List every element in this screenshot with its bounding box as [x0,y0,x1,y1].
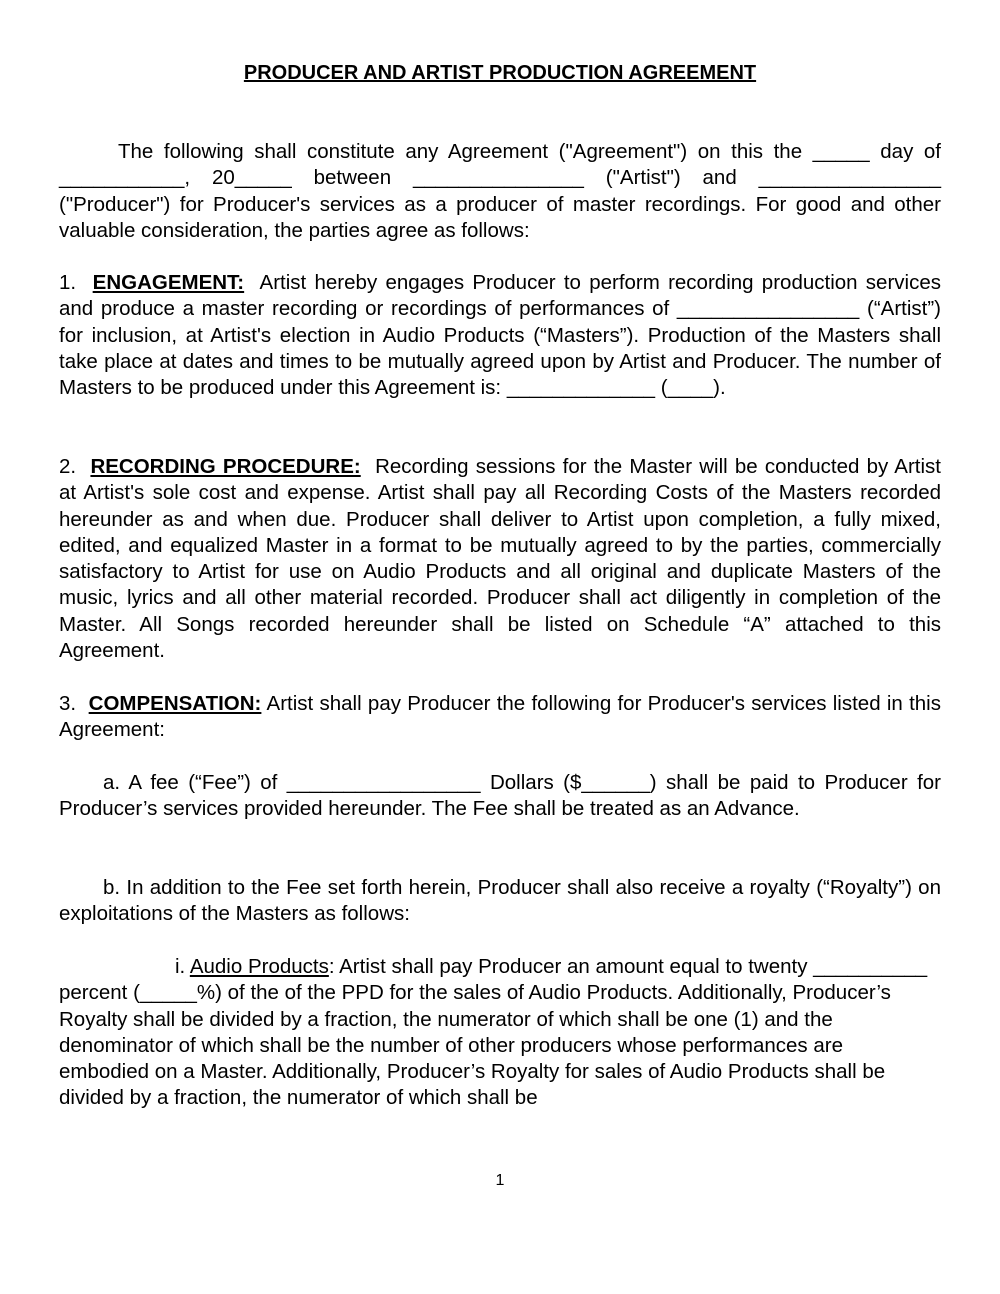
section-text-compensation: Artist shall pay Producer the following for Producer's services listed in this Agreement: [59,692,941,742]
section-heading-engagement: ENGAGEMENT: [92,271,245,294]
subsection-i-label: Audio Products [189,955,329,978]
section-engagement [59,270,941,401]
subsection-i-audio-products [59,954,929,1112]
subsection-b-royalty: b. In addition to the Fee set forth herein, Producer shall also receive a royalty (“Royalty”) on exploitations of the Masters as follows: [59,876,941,926]
section-number: 3. [59,692,77,715]
page-number: 1 [495,1172,505,1189]
section-heading-compensation: COMPENSATION: [88,692,262,715]
subsection-i-prefix: i. [175,955,186,978]
section-heading-recording-procedure: RECORDING PROCEDURE: [90,455,361,478]
section-recording-procedure [59,454,941,664]
section-number: 1. [59,271,77,294]
section-number: 2. [59,455,77,478]
document-title: PRODUCER AND ARTIST PRODUCTION AGREEMENT [243,62,757,84]
subsection-i-text: : Artist shall pay Producer an amount equal to twenty __________ percent (_____%) of the of the PPD for the sales of Audio Products. Additionally, Producer’s Royalty shall be divided by a fraction, the numerator of which shall be one (1) and the denominator of which shall be the number of other producers whose performances are embodied on a Master. Additionally, Producer’s Royalty for sales of Audio Products shall be divided by a fraction, the numerator of which shall be [59,955,928,1110]
intro-paragraph: The following shall constitute any Agreement ("Agreement") on this the _____ day of ___________, 20_____ between _______________ ("Artist") and ________________ ("Producer") for Producer's services as a producer of master recordings. For good and other valuable consideration, the parties agree as follows: [59,140,941,242]
subsection-a-fee: a. A fee (“Fee”) of _________________ Dollars ($______) shall be paid to Producer for Producer’s services provided hereunder. The Fee shall be treated as an Advance. [59,771,941,821]
section-compensation [59,691,941,744]
section-text-engagement: Artist hereby engages Producer to perform recording production services and produce a master recording or recordings of performances of ________________ (“Artist”) for inclusion, at Artist's election in Audio Products (“Masters”). Production of the Masters shall take place at dates and times to be mutually agreed upon by Artist and Producer. The number of Masters to be produced under this Agreement is: _____________ (____). [59,271,941,400]
section-text-recording-procedure: Recording sessions for the Master will be conducted by Artist at Artist's sole cost and expense. Artist shall pay all Recording Costs of the Masters recorded hereunder as and when due. Producer shall deliver to Artist upon completion, a fully mixed, edited, and equalized Master in a format to be mutually agreed to by the parties, commercially satisfactory to Artist for use on Audio Products and all original and duplicate Masters of the music, lyrics and all other material recorded. Producer shall act diligently in completion of the Master. All Songs recorded hereunder shall be listed on Schedule “A” attached to this Agreement. [59,455,941,663]
